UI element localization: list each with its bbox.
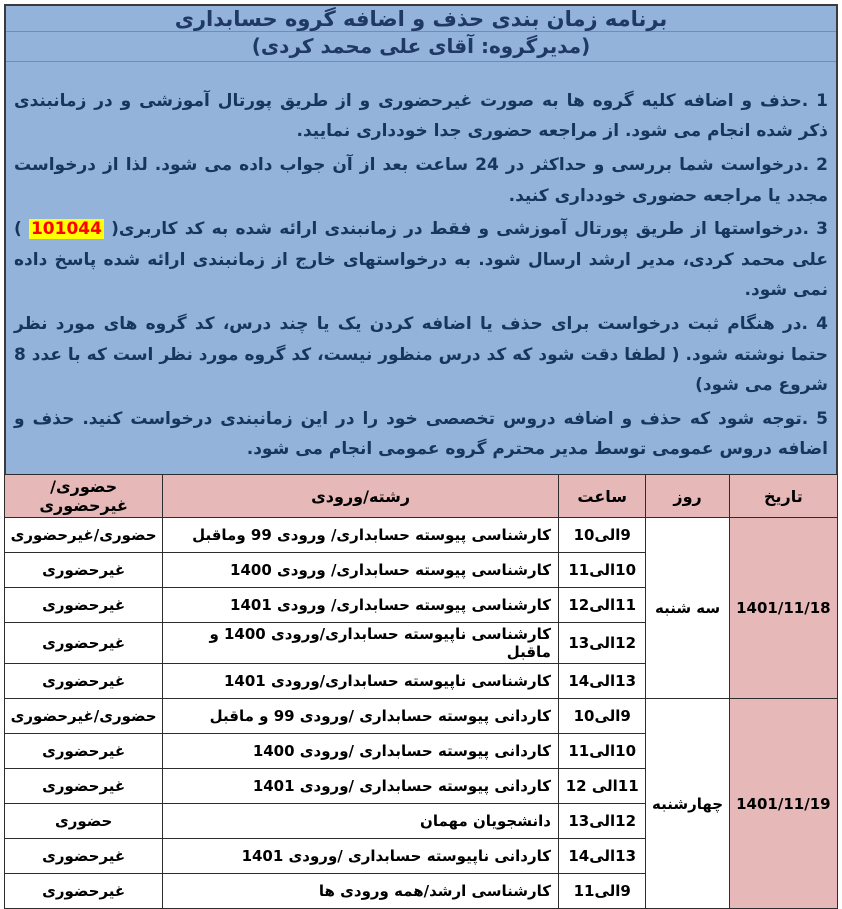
major-cell: کاردانی ناپیوسته حسابداری /ورودی 1401 [163, 839, 559, 874]
page-title: برنامه زمان بندی حذف و اضافه گروه حسابداری [6, 6, 836, 32]
note-5: 5 .توجه شود که حذف و اضافه دروس تخصصی خود را در این زمانبندی درخواست کنید. حذف و اضافه دروس عمومی توسط مدیر محترم گروه عمومی انجام می شود. [14, 408, 828, 460]
time-cell: 11الی12 [558, 588, 645, 623]
table-row [5, 699, 838, 734]
notes-list [6, 62, 836, 474]
att-cell: غیرحضوری [5, 769, 163, 804]
time-cell: 9الی11 [558, 874, 645, 909]
column-header-major: رشته/ورودی [163, 475, 559, 518]
schedule-table [4, 474, 838, 909]
major-cell: کارشناسی پیوسته حسابداری/ ورودی 1401 [163, 588, 559, 623]
time-cell: 9الی10 [558, 699, 645, 734]
column-header-day: روز [646, 475, 729, 518]
note-4: 4 .در هنگام ثبت درخواست برای حذف یا اضافه کردن یک یا چند درس، کد گروه های مورد نظر حتما نوشته شود. ( لطفا دقت شود که کد درس منظور نیست، کد گروه مورد نظر است که با عدد 8 شروع می شود) [14, 314, 828, 396]
time-cell: 13الی14 [558, 664, 645, 699]
column-header-attendance: حضوری/غیرحضوری [5, 475, 163, 518]
major-cell: کارشناسی ارشد/همه ورودی ها [163, 874, 559, 909]
major-cell: کارشناسی ناپیوسته حسابداری/ورودی 1401 [163, 664, 559, 699]
note-3: 3 .درخواستها از طریق پورتال آموزشی و فقط در زمانبندی ارائه شده به کد کاربری( 101044 ) علی محمد کردی، مدیر ارشد ارسال شود. به درخواستهای خارج از زمانبندی ارائه شده پاسخ داده نمی شود. [14, 219, 828, 301]
note-2: 2 .درخواست شما بررسی و حداکثر در 24 ساعت بعد از آن جواب داده می شود. لذا از درخواست مجدد یا مراجعه حضوری خودداری کنید. [14, 155, 828, 206]
page-subtitle: (مدیرگروه: آقای علی محمد کردی) [6, 32, 836, 62]
major-cell: دانشجویان مهمان [163, 804, 559, 839]
time-cell: 9الی10 [558, 518, 645, 553]
att-cell: غیرحضوری [5, 553, 163, 588]
att-cell: غیرحضوری [5, 734, 163, 769]
time-cell: 13الی14 [558, 839, 645, 874]
table-row [5, 518, 838, 553]
column-header-time: ساعت [558, 475, 645, 518]
time-cell: 12الی13 [558, 804, 645, 839]
info-panel [4, 4, 838, 474]
major-cell: کاردانی پیوسته حسابداری /ورودی 99 و ماقبل [163, 699, 559, 734]
att-cell: حضوری [5, 804, 163, 839]
time-cell: 12الی13 [558, 623, 645, 664]
day-cell-2: چهارشنبه [646, 699, 729, 909]
major-cell: کارشناسی ناپیوسته حسابداری/ورودی 1400 و ماقبل [163, 623, 559, 664]
att-cell: غیرحضوری [5, 623, 163, 664]
att-cell: حضوری/غیرحضوری [5, 518, 163, 553]
time-cell: 10الی11 [558, 734, 645, 769]
highlighted-user-code: 101044 [30, 219, 102, 240]
att-cell: غیرحضوری [5, 874, 163, 909]
att-cell: غیرحضوری [5, 588, 163, 623]
column-header-date: تاریخ [729, 475, 837, 518]
major-cell: کاردانی پیوسته حسابداری /ورودی 1400 [163, 734, 559, 769]
major-cell: کاردانی پیوسته حسابداری /ورودی 1401 [163, 769, 559, 804]
day-cell-1: سه شنبه [646, 518, 729, 699]
major-cell: کارشناسی پیوسته حسابداری/ ورودی 99 وماقبل [163, 518, 559, 553]
date-cell-1: 1401/11/18 [729, 518, 837, 699]
date-cell-2: 1401/11/19 [729, 699, 837, 909]
table-header-row [5, 475, 838, 518]
note-1: 1 .حذف و اضافه کلیه گروه ها به صورت غیرحضوری و از طریق پورتال آموزشی و در زمانبندی ذکر شده انجام می شود. از مراجعه حضوری جدا خودداری نمایید. [14, 90, 828, 142]
time-cell: 10الی11 [558, 553, 645, 588]
att-cell: حضوری/غیرحضوری [5, 699, 163, 734]
major-cell: کارشناسی پیوسته حسابداری/ ورودی 1400 [163, 553, 559, 588]
att-cell: غیرحضوری [5, 839, 163, 874]
time-cell: 11الی 12 [558, 769, 645, 804]
att-cell: غیرحضوری [5, 664, 163, 699]
document-page [4, 4, 838, 909]
